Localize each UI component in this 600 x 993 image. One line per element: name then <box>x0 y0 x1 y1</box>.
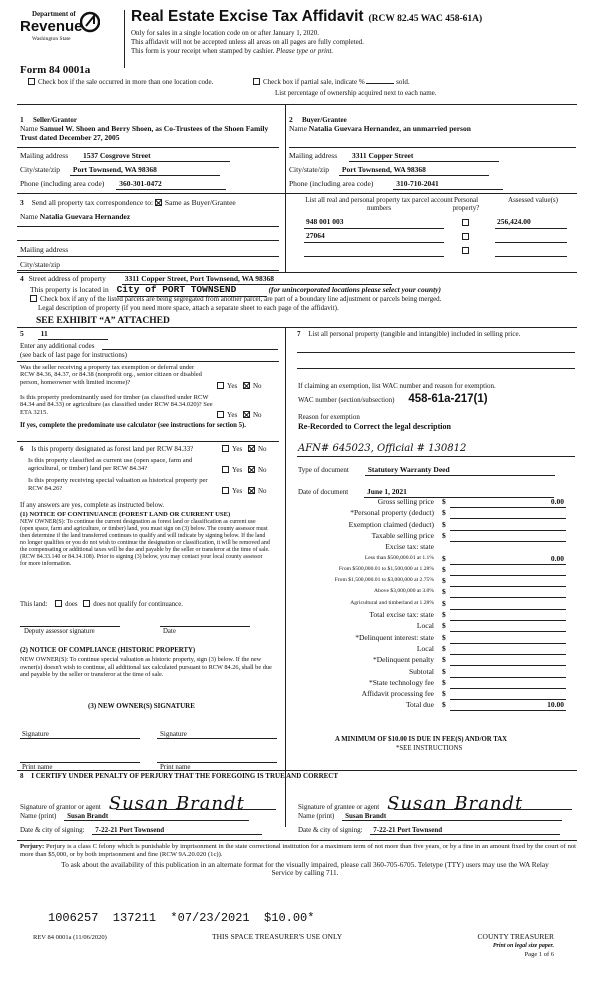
parcel-account: 27064 <box>306 231 325 240</box>
tax-row <box>298 622 566 633</box>
dor-swoosh-icon <box>80 10 100 34</box>
dollar-sign: $ <box>442 610 446 619</box>
tax-label: Agricultural and timberland at 1.28% <box>350 599 434 606</box>
section1-num: 1 <box>20 115 24 124</box>
personal-property-checkbox[interactable] <box>462 233 469 240</box>
seller-phone: 360-301-0472 <box>116 180 226 190</box>
tax-value: 0.00 <box>550 553 564 563</box>
q2-no-checkbox[interactable] <box>243 411 250 418</box>
section5-q3: If yes, complete the predominate use calculator (see instructions for section 5). <box>20 422 246 429</box>
s6q2-no-label: No <box>257 466 267 474</box>
grantor-date-row <box>20 826 262 835</box>
grantee-date-label: Date & city of signing: <box>298 826 363 834</box>
section6-num: 6 <box>20 445 24 453</box>
exhibit-a: SEE EXHIBIT “A” ATTACHED <box>36 316 170 326</box>
compliance-text: NEW OWNER(S): To continue special valuation as historic property, sign (3) below. If the new owner(s) doesn't wish to continue, all additional tax calculated pursuant to RCW 84.26, shall be due and payable by the seller or transferor at the time of sale. <box>20 656 272 679</box>
segregated-row[interactable] <box>30 295 441 303</box>
grantee-sig-label: Signature of grantee or agent <box>298 803 380 811</box>
header-note-3-italic: Please type or print. <box>276 47 334 55</box>
grantor-signature: Susan Brandt <box>108 793 245 814</box>
multi-location-label: Check box if the sale occurred in more than one location code. <box>38 78 214 86</box>
s6q1-yes-label: Yes <box>232 445 243 453</box>
buyer-mail-label: Mailing address <box>289 151 338 160</box>
buyer-city: Port Townsend, WA 98368 <box>339 166 489 176</box>
multi-location-checkbox[interactable] <box>28 78 35 85</box>
buyer-name-label: Name <box>289 124 307 133</box>
grantee-date-row <box>298 826 560 835</box>
does-checkbox[interactable] <box>55 600 62 607</box>
buyer-city-row <box>289 166 489 176</box>
dollar-sign: $ <box>442 643 446 653</box>
dollar-sign: $ <box>442 689 446 699</box>
certify-text: I CERTIFY UNDER PENALTY OF PERJURY THAT THE FOREGOING IS TRUE AND CORRECT <box>31 772 339 780</box>
check-partial-sale[interactable] <box>253 78 410 86</box>
section5-q1-answer[interactable] <box>217 382 262 390</box>
section6-q1: Is this property designated as forest land per RCW 84.33? <box>31 445 194 453</box>
seller-mail: 1537 Cosgrove Street <box>80 152 230 162</box>
grantor-date: 7-22-21 Port Townsend <box>92 826 262 835</box>
section5-num: 5 <box>20 329 24 338</box>
tax-label: Taxable selling price <box>371 530 434 540</box>
section6-q1-answer[interactable] <box>222 445 267 453</box>
s6q2-yes-checkbox[interactable] <box>222 466 229 473</box>
certify-row <box>20 772 338 780</box>
tax-label: Exemption claimed (deduct) <box>348 519 434 529</box>
section6-q2-answer[interactable] <box>222 466 267 474</box>
segregated-checkbox[interactable] <box>30 295 37 302</box>
tax-label: Local <box>416 621 434 631</box>
section2-num: 2 <box>289 115 293 124</box>
unincorporated-note: (for unincorporated locations please select your county) <box>268 285 441 294</box>
tax-label: Total excise tax: state <box>369 610 434 619</box>
header-note-3 <box>131 47 333 55</box>
seller-mail-row <box>20 152 230 162</box>
section6-row1 <box>20 445 193 453</box>
located-label: This property is located in <box>30 285 109 294</box>
section7-num: 7 <box>297 330 301 338</box>
handwritten-afn: AFN# 645023, Official # 130812 <box>298 443 467 454</box>
section3-name-row <box>20 213 130 222</box>
buyer-name: Natalia Guevara Hernandez, an unmarried person <box>308 124 471 133</box>
tax-row <box>298 555 566 566</box>
section3-row <box>20 199 236 208</box>
owner-print-label-1: Print name <box>22 763 53 771</box>
dollar-sign: $ <box>442 655 446 665</box>
rev-number: REV 84 0001a (11/06/2020) <box>33 934 107 941</box>
continuance-heading: (1) NOTICE OF CONTINUANCE (FOREST LAND OR CURRENT USE) <box>20 511 231 518</box>
tax-label: Local <box>416 643 434 653</box>
grantor-name-label: Name (print) <box>20 812 57 820</box>
this-land-row <box>20 600 183 609</box>
property-address: 3311 Copper Street, Port Townsend, WA 98368 <box>122 275 392 285</box>
buyer-phone-row <box>289 180 503 190</box>
see-instructions: *SEE INSTRUCTIONS <box>396 745 463 752</box>
tax-value: 10.00 <box>547 700 564 710</box>
perjury-label: Perjury: <box>20 843 45 850</box>
section6-q3-answer[interactable] <box>222 487 267 495</box>
tax-row <box>298 566 566 577</box>
exemption-note: If claiming an exemption, list WAC number and reason for exemption. <box>298 382 496 390</box>
located-city: City of PORT TOWNSEND <box>117 285 267 297</box>
grantee-name: Susan Brandt <box>342 812 562 821</box>
treasurer-use-only: THIS SPACE TREASURER'S USE ONLY <box>212 932 343 941</box>
parcel-col-assessed: Assessed value(s) <box>508 196 558 204</box>
section6-q2: Is this property classified as current use (open space, farm and agricultural, or timber) land per RCW 84.34? <box>28 457 193 472</box>
owner-signature-label-1: Signature <box>22 730 49 738</box>
parcel-row <box>300 246 570 258</box>
perjury-block <box>20 843 576 858</box>
section5-codes-label: Enter any additional codes <box>20 342 95 350</box>
dollar-sign: $ <box>442 700 446 710</box>
section6-note: If any answers are yes, complete as instructed below. <box>20 502 165 509</box>
tax-label: From $500,000.01 to $1,500,000 at 1.28% <box>338 565 434 572</box>
tax-row <box>298 588 566 599</box>
grantee-name-row <box>298 812 562 821</box>
tax-label: From $1,500,000.01 to $3,000,000 at 2.75% <box>334 577 434 584</box>
same-as-buyer-label: Same as Buyer/Grantee <box>164 198 236 207</box>
seller-city-row <box>20 166 220 176</box>
q1-no-checkbox[interactable] <box>243 382 250 389</box>
s6q3-yes-checkbox[interactable] <box>222 487 229 494</box>
tax-row <box>298 543 566 554</box>
buyer-phone-label: Phone (including area code) <box>289 179 374 188</box>
buyer-name-row <box>289 125 574 134</box>
section3-num: 3 <box>20 198 24 207</box>
seller-city: Port Townsend, WA 98368 <box>70 166 220 176</box>
location-code: 11 <box>38 330 108 340</box>
buyer-mail: 3311 Copper Street <box>349 152 499 162</box>
doc-type: Statutory Warranty Deed <box>365 466 555 476</box>
dept-line2: Revenue <box>20 18 83 35</box>
doc-type-row <box>298 466 555 476</box>
does-not-checkbox[interactable] <box>83 600 90 607</box>
grantee-name-label: Name (print) <box>298 812 335 820</box>
s6q2-yes-label: Yes <box>232 466 243 474</box>
parcel-row <box>300 232 570 244</box>
tax-row <box>298 509 566 520</box>
dollar-sign: $ <box>442 576 446 586</box>
form-number: Form 84 0001a <box>20 64 91 76</box>
seller-name-row <box>20 125 278 142</box>
compliance-heading: (2) NOTICE OF COMPLIANCE (HISTORIC PROPERTY) <box>20 647 196 654</box>
section3-name: Natalia Guevara Hernandez <box>39 212 131 221</box>
s6q1-no-label: No <box>257 445 267 453</box>
tax-row <box>298 521 566 532</box>
tax-label: *Delinquent interest: state <box>355 632 434 642</box>
dollar-sign: $ <box>442 677 446 687</box>
grantee-signature: Susan Brandt <box>387 793 524 814</box>
section5-q1: Was the seller receiving a property tax exemption or deferral under RCW 84.36, 84.37, or 84.38 (nonprofit org., senior citizen or disabled person, homeowner with limited income)? <box>20 364 202 386</box>
section5-codes-note: (see back of last page for instructions) <box>20 351 127 359</box>
does-label: does <box>65 601 78 608</box>
section3-name-label: Name <box>20 212 38 221</box>
tax-label: Excise tax: state <box>385 542 434 552</box>
q2-no-label: No <box>252 411 262 419</box>
seller-city-label: City/state/zip <box>20 165 60 174</box>
doc-date-label: Date of document <box>298 488 349 496</box>
grantor-name-row <box>20 812 249 821</box>
perjury-text: Perjury is a class C felony which is punishable by imprisonment in the state correctional institution for a maximum term of not more than five years, or by a fine in an amount fixed by the court of not more than $5,000, or by both imprisonment and fine (RCW 9A.20.020 (1c)). <box>20 843 576 858</box>
q1-yes-checkbox[interactable] <box>217 382 224 389</box>
tax-label: Total due <box>405 700 434 710</box>
section6-q3: Is this property receiving special valuation as historical property per RCW 84.26? <box>28 477 208 492</box>
tax-row <box>298 656 566 667</box>
does-not-label: does not qualify for continuance. <box>93 601 183 608</box>
header-note-3-text: This form is your receipt when stamped by cashier. <box>131 47 275 55</box>
dollar-sign: $ <box>442 553 446 563</box>
tax-label: Subtotal <box>408 666 434 676</box>
grantor-name: Susan Brandt <box>64 812 249 821</box>
section4-label: Street address of property <box>28 274 106 283</box>
s6q2-no-checkbox[interactable] <box>248 466 255 473</box>
dollar-sign: $ <box>442 587 446 597</box>
form-title-block <box>131 8 482 26</box>
tax-value: 0.00 <box>550 497 564 506</box>
section7-row <box>297 330 567 338</box>
buyer-phone: 310-710-2041 <box>393 180 503 190</box>
segregated-label: Check box if any of the listed parcels are being segregated from another parcel, are part of a boundary line adjustment or parcels being merged. <box>40 295 442 303</box>
section4-num: 4 <box>20 274 24 283</box>
tax-label: Less than $500,000.01 at 1.1% <box>364 554 434 561</box>
same-as-buyer-checkbox[interactable] <box>155 199 162 206</box>
reason-label: Reason for exemption <box>298 413 360 421</box>
seller-name: Samuel W. Shoen and Berry Shoen, as Co-Trustees of the Shoen Family Trust dated December 27, 2005 <box>20 124 269 142</box>
wac-label: WAC number (section/subsection) <box>298 396 395 404</box>
minimum-fee-note: A MINIMUM OF $10.00 IS DUE IN FEE(S) AND/OR TAX <box>335 736 508 743</box>
header-note-2: This affidavit will not be accepted unless all areas on all pages are fully completed. <box>131 38 364 46</box>
dept-line1: Department of <box>32 10 76 18</box>
section3-city-label: City/state/zip <box>20 260 60 269</box>
section3-text: Send all property tax correspondence to: <box>31 198 154 207</box>
county-treasurer: COUNTY TREASURER <box>477 932 554 941</box>
tax-row <box>298 668 566 679</box>
q2-yes-label: Yes <box>227 411 238 419</box>
seller-phone-label: Phone (including area code) <box>20 179 105 188</box>
doc-date: June 1, 2021 <box>364 488 554 498</box>
wac-number: 458-61a-217(1) <box>408 393 488 405</box>
alternate-format-note: To ask about the availability of this publication in an alternate format for the visually impaired, please call 360-705-6705. Teletype (TTY) users may use the WA Relay Service by calling 711. <box>61 860 549 878</box>
exemption-reason: Re-Recorded to Correct the legal description <box>298 422 451 431</box>
tax-row <box>298 577 566 588</box>
doc-type-label: Type of document <box>298 466 349 474</box>
tax-label: Gross selling price <box>377 497 434 506</box>
s6q3-no-label: No <box>257 487 267 495</box>
section5-row <box>20 330 108 340</box>
section5-q2: Is this property predominantly used for timber (as classified under RCW 84.34 and 84.33) or agriculture (as classified under RCW 84.34.020)? See ETA 3215. <box>20 394 213 416</box>
continuance-text: NEW OWNER(S): To continue the current designation as forest land or classification as current use (open space, farm and agriculture, or timber) land, you must sign on (3) below. The county assessor must then determine if the land transferred continues to qualify and will indicate by signing below. If the land no longer qualifies or you do not wish to continue the designation or classification, it will be removed and the compensating or additional taxes will be due and payable by the seller or transferor at the time of sale. (RCW 84.33.140 or 84.34.108). Prior to signing (3) below, you may contact your local county assessor for more information. <box>20 519 270 568</box>
tax-label: Affidavit processing fee <box>361 689 434 699</box>
q1-no-label: No <box>252 382 262 390</box>
dollar-sign: $ <box>442 519 446 529</box>
dollar-sign: $ <box>442 666 446 676</box>
dollar-sign: $ <box>442 530 446 540</box>
legal-paper-note: Print on legal size paper. <box>492 943 554 949</box>
parcel-account: 948 001 003 <box>306 217 344 226</box>
partial-sale-checkbox[interactable] <box>253 78 260 85</box>
parcel-assessed-value: 256,424.00 <box>497 217 531 226</box>
partial-sale-label: Check box if partial sale, indicate % <box>263 78 365 86</box>
tax-row <box>298 701 566 712</box>
dor-logo <box>20 10 102 50</box>
section3-mail-label: Mailing address <box>20 245 69 254</box>
personal-property-checkbox[interactable] <box>462 219 469 226</box>
grantor-sig-label: Signature of grantor or agent <box>20 803 101 811</box>
dollar-sign: $ <box>442 564 446 574</box>
deputy-assessor-label: Deputy assessor signature <box>24 628 95 635</box>
form-citation: (RCW 82.45 WAC 458-61A) <box>368 14 483 24</box>
dollar-sign: $ <box>442 632 446 642</box>
page-number: Page 1 of 6 <box>524 951 554 958</box>
buyer-mail-row <box>289 152 499 162</box>
dollar-sign: $ <box>442 598 446 608</box>
personal-property-checkbox[interactable] <box>462 247 469 254</box>
buyer-heading: Buyer/Grantee <box>302 116 347 124</box>
legal-description-label: Legal description of property (if you need more space, attach a separate sheet to each page of the affidavit). <box>38 304 339 312</box>
header-note-1: Only for sales in a single location code on or after January 1, 2020. <box>131 29 319 37</box>
seller-phone-row <box>20 180 226 190</box>
this-land-label: This land: <box>20 601 48 608</box>
tax-label: *Delinquent penalty <box>372 655 434 665</box>
dollar-sign: $ <box>442 508 446 518</box>
dollar-sign: $ <box>442 621 446 631</box>
tax-row <box>298 634 566 645</box>
section7-text: List all personal property (tangible and intangible) included in selling price. <box>308 330 521 338</box>
check-multi-location[interactable] <box>28 78 213 86</box>
section8-num: 8 <box>20 772 24 780</box>
owner-print-label-2: Print name <box>160 763 191 771</box>
tax-label: *State technology fee <box>369 677 434 687</box>
ownership-note: List percentage of ownership acquired next to each name. <box>275 89 437 97</box>
grantor-date-label: Date & city of signing: <box>20 826 85 834</box>
dept-line3: Washington State <box>32 36 71 42</box>
section5-q2-answer[interactable] <box>217 411 262 419</box>
s6q3-yes-label: Yes <box>232 487 243 495</box>
cashier-stamp: 1006257 137211 *07/23/2021 $10.00* <box>48 911 315 925</box>
owner-signature-label-2: Signature <box>160 730 187 738</box>
parcel-col-personal: Personal property? <box>452 196 480 213</box>
seller-name-label: Name <box>20 124 38 133</box>
partial-sold-label: sold. <box>396 78 410 86</box>
seller-heading: Seller/Grantor <box>33 116 77 124</box>
seller-mail-label: Mailing address <box>20 151 69 160</box>
wac-row <box>298 393 488 406</box>
buyer-city-label: City/state/zip <box>289 165 329 174</box>
parcel-row <box>300 218 570 230</box>
form-title: Real Estate Excise Tax Affidavit <box>131 8 364 25</box>
new-owner-signature-heading: (3) NEW OWNER(S) SIGNATURE <box>88 702 195 710</box>
tax-label: Above $3,000,000 at 3.0% <box>374 588 434 595</box>
deputy-date-label: Date <box>163 628 176 635</box>
parcel-col-acct: List all real and personal property tax parcel account numbers <box>305 196 453 213</box>
s6q1-yes-checkbox[interactable] <box>222 445 229 452</box>
grantee-date: 7-22-21 Port Townsend <box>370 826 560 835</box>
tax-label: *Personal property (deduct) <box>350 508 434 518</box>
s6q3-no-checkbox[interactable] <box>248 487 255 494</box>
s6q1-no-checkbox[interactable] <box>248 445 255 452</box>
dollar-sign: $ <box>442 497 446 506</box>
q1-yes-label: Yes <box>227 382 238 390</box>
q2-yes-checkbox[interactable] <box>217 411 224 418</box>
